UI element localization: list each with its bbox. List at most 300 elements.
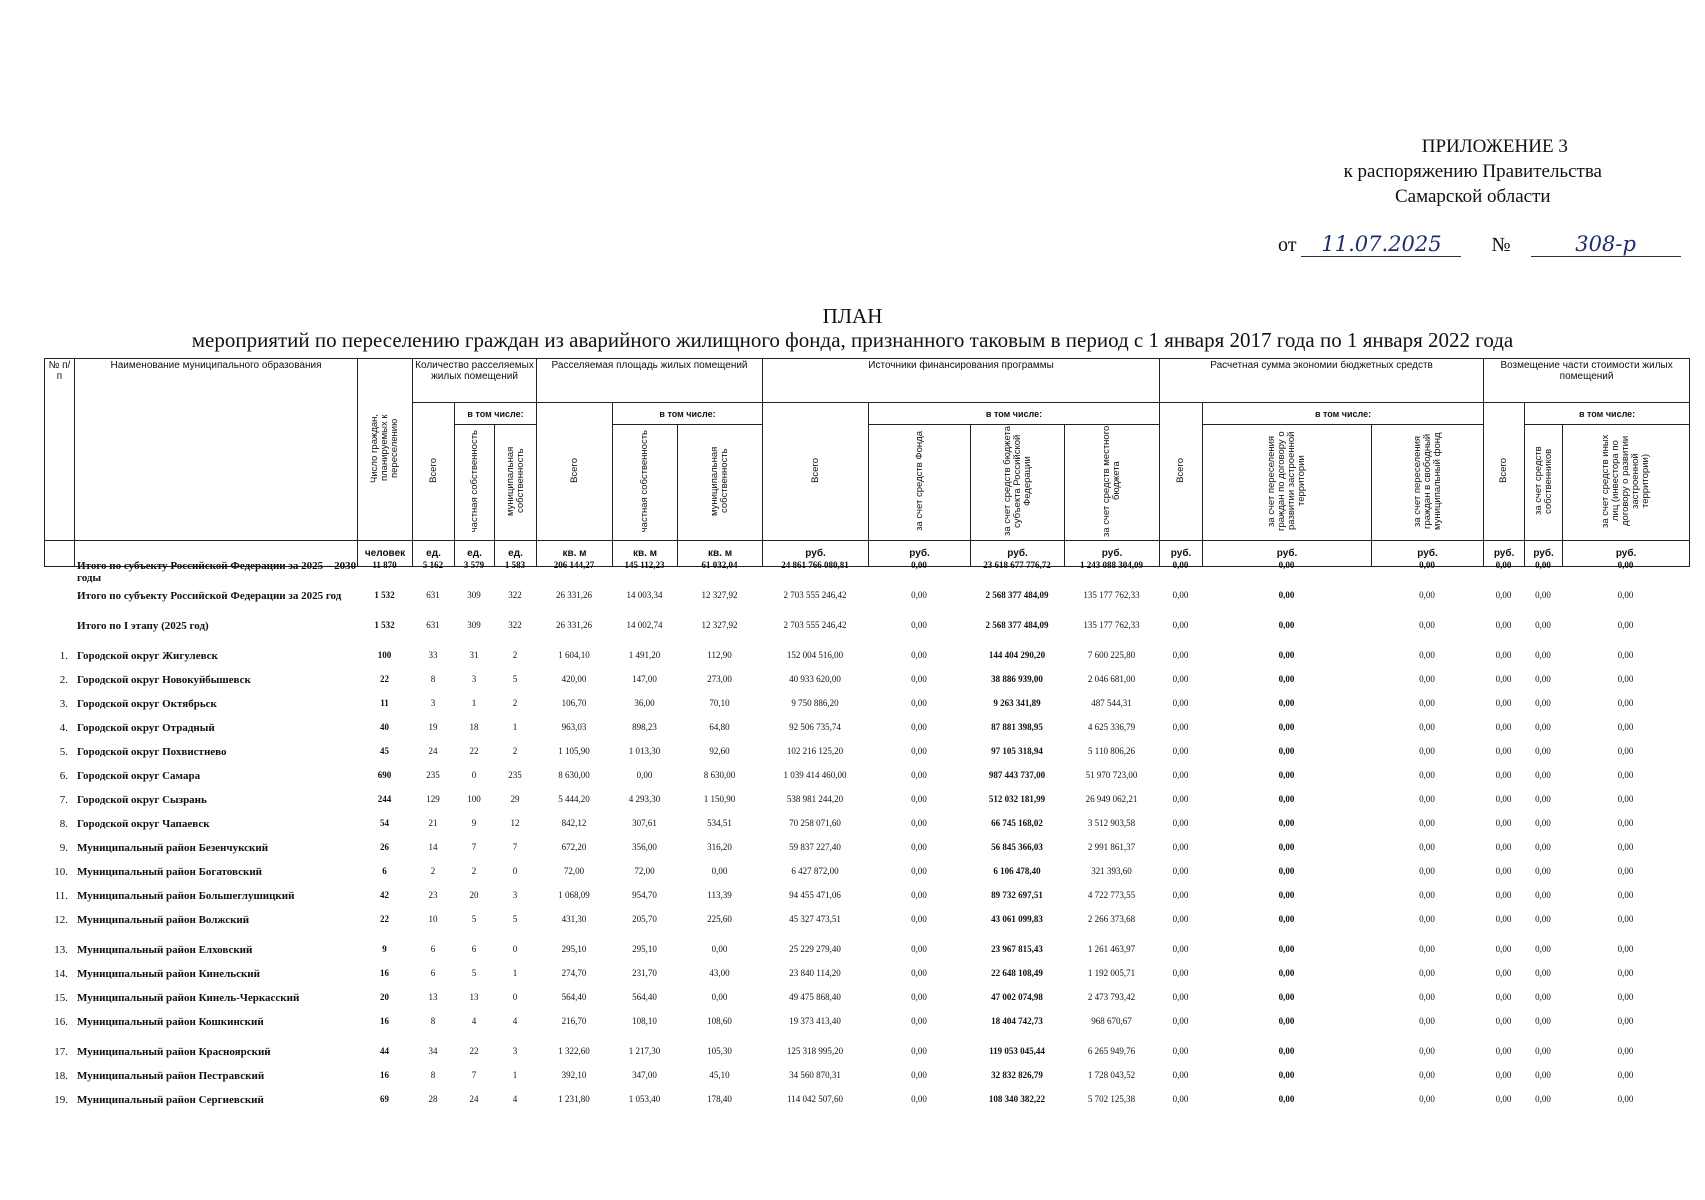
table-cell: 2 (430, 866, 436, 876)
table-cell: 1 (512, 1070, 518, 1080)
table-cell: 0,00 (1419, 866, 1435, 876)
table-cell: 5 702 125,38 (1087, 1094, 1136, 1104)
table-cell: 24 (428, 746, 438, 756)
table-cell: 0,00 (911, 770, 927, 780)
table-cell: 225,60 (707, 914, 732, 924)
table-cell: 0,00 (1617, 1046, 1634, 1056)
table-row (44, 698, 1689, 722)
table-cell: 70 258 071,60 (789, 818, 841, 828)
table-cell: 0,00 (1278, 842, 1295, 852)
refund-owners: за счет средств собственников (1525, 425, 1563, 541)
appendix-line-3: Самарской области (1395, 186, 1551, 207)
table-cell: 0,00 (1419, 914, 1435, 924)
unit-cell: кв. м (537, 541, 613, 567)
table-cell: 112,90 (707, 650, 732, 660)
table-cell: 0,00 (1419, 1046, 1435, 1056)
table-cell: 205,70 (632, 914, 657, 924)
table-cell: 12 327,92 (701, 590, 738, 600)
table-cell: 0,00 (1617, 866, 1634, 876)
table-cell: 0,00 (1495, 1094, 1512, 1104)
table-cell: 13 (469, 992, 479, 1002)
table-cell: 0,00 (1278, 1016, 1295, 1026)
table-cell: 0,00 (1495, 968, 1512, 978)
area-municipal: муниципальная собственность (678, 425, 763, 541)
table-cell: 3 (512, 890, 518, 900)
table-cell: 0,00 (1278, 794, 1295, 804)
data-table (44, 560, 1689, 1118)
table-cell: 4 625 336,79 (1087, 722, 1136, 732)
col-citizens: Число граждан, планируемых к переселению (358, 359, 413, 541)
savings-free: за счет переселения граждан в свободный муниципальный фонд (1372, 425, 1484, 541)
table-cell: 431,30 (561, 914, 587, 924)
table-cell: 54 (380, 818, 389, 828)
table-cell: 6 106 478,40 (993, 866, 1041, 876)
unit-cell: руб. (1160, 541, 1203, 567)
municipality-name: Городской округ Октябрьск (77, 698, 217, 710)
table-cell: 0,00 (911, 1016, 927, 1026)
table-row (44, 944, 1689, 968)
table-cell: 89 732 697,51 (991, 890, 1043, 900)
table-cell: 0,00 (1617, 1016, 1634, 1026)
table-cell: 45 327 473,51 (789, 914, 841, 924)
table-cell: 0,00 (1495, 1070, 1512, 1080)
table-cell: 2 991 861,37 (1087, 842, 1136, 852)
table-cell: 0,00 (1617, 620, 1634, 630)
table-cell: 1 261 463,97 (1087, 944, 1136, 954)
table-cell: 1 150,90 (703, 794, 736, 804)
table-cell: 9 750 886,20 (791, 698, 839, 708)
table-cell: 0,00 (1172, 968, 1189, 978)
number-label: № (1491, 234, 1511, 256)
table-cell: 2 703 555 246,42 (783, 590, 847, 600)
unit-cell: руб. (1563, 541, 1690, 567)
table-cell: 38 886 939,00 (991, 674, 1043, 684)
table-cell: 6 (430, 968, 436, 978)
row-number (44, 590, 74, 620)
table-cell: 0,00 (1535, 1016, 1551, 1026)
table-cell: 672,20 (561, 842, 587, 852)
table-cell: 23 840 114,20 (789, 968, 841, 978)
unit-cell: кв. м (678, 541, 763, 567)
table-cell: 14 (428, 842, 438, 852)
table-cell: 23 618 677 776,72 (983, 560, 1051, 570)
table-cell: 1 013,30 (628, 746, 661, 756)
table-cell: 538 981 244,20 (786, 794, 844, 804)
table-cell: 0,00 (1172, 722, 1189, 732)
table-cell: 64,80 (709, 722, 730, 732)
table-cell: 0,00 (1419, 770, 1435, 780)
table-cell: 0,00 (1495, 794, 1512, 804)
table-cell: 19 (428, 722, 438, 732)
table-cell: 0,00 (911, 674, 927, 684)
col-name: Наименование муниципального образования (75, 359, 358, 541)
table-cell: 0,00 (1617, 590, 1634, 600)
table-cell: 0,00 (1535, 620, 1551, 630)
table-cell: 0,00 (1278, 698, 1295, 708)
table-cell: 0,00 (911, 866, 927, 876)
table-cell: 2 (512, 650, 518, 660)
table-cell: 92,60 (709, 746, 730, 756)
table-cell: 0,00 (1535, 842, 1551, 852)
group-rooms: Количество расселяемых жилых помещений (413, 359, 537, 403)
table-cell: 0,00 (711, 944, 728, 954)
row-number: 8. (59, 818, 68, 830)
table-cell: 56 845 366,03 (991, 842, 1043, 852)
table-cell: 564,40 (561, 992, 587, 1002)
table-cell: 0,00 (1535, 992, 1551, 1002)
municipality-name: Городской округ Жигулевск (77, 650, 218, 662)
table-cell: 0,00 (711, 992, 728, 1002)
table-row (44, 560, 1689, 590)
table-cell: 0,00 (1419, 560, 1435, 570)
table-cell: 40 933 620,00 (789, 674, 841, 684)
table-cell: 631 (426, 620, 440, 630)
table-cell: 206 144,27 (553, 560, 595, 570)
table-cell: 0,00 (1172, 698, 1189, 708)
row-number: 12. (54, 914, 68, 926)
table-cell: 97 105 318,94 (991, 746, 1043, 756)
table-row (44, 650, 1689, 674)
table-cell: 0,00 (1419, 842, 1435, 852)
table-row (44, 674, 1689, 698)
table-cell: 295,10 (561, 944, 587, 954)
table-cell: 178,40 (707, 1094, 732, 1104)
table-cell: 125 318 995,20 (786, 1046, 844, 1056)
table-cell: 94 455 471,06 (789, 890, 841, 900)
table-cell: 12 327,92 (701, 620, 738, 630)
table-cell: 0,00 (1535, 722, 1551, 732)
table-cell: 0,00 (1495, 746, 1512, 756)
table-cell: 564,40 (632, 992, 657, 1002)
table-cell: 0,00 (911, 722, 927, 732)
row-number (44, 620, 74, 650)
table-cell: 1 728 043,52 (1087, 1070, 1136, 1080)
row-number: 3. (59, 698, 68, 710)
refund-total: Всего (1484, 403, 1525, 541)
table-cell: 0,00 (1419, 1070, 1435, 1080)
table-cell: 0,00 (1535, 746, 1551, 756)
table-cell: 0,00 (1535, 560, 1551, 570)
table-cell: 1 491,20 (628, 650, 661, 660)
table-row (44, 770, 1689, 794)
municipality-name: Итого по I этапу (2025 год) (77, 620, 209, 632)
table-cell: 0,00 (1617, 722, 1634, 732)
table-cell: 8 (430, 674, 436, 684)
table-cell: 321 393,60 (1091, 866, 1132, 876)
unit-cell: руб. (763, 541, 869, 567)
table-cell: 40 (380, 722, 389, 732)
table-cell: 0,00 (1172, 650, 1189, 660)
from-label: от (1278, 234, 1297, 256)
table-cell: 0,00 (1535, 968, 1551, 978)
table-row (44, 620, 1689, 650)
table-cell: 322 (508, 620, 522, 630)
table-cell: 0,00 (1535, 650, 1551, 660)
table-cell: 0,00 (1172, 560, 1189, 570)
table-cell: 1 (512, 968, 518, 978)
table-cell: 2 (512, 698, 518, 708)
table-cell: 108,60 (707, 1016, 732, 1026)
table-cell: 244 (377, 794, 392, 804)
table-cell: 0,00 (911, 968, 927, 978)
rooms-private: частная собственность (455, 425, 495, 541)
table-cell: 0,00 (711, 866, 728, 876)
table-cell: 0,00 (1617, 698, 1634, 708)
table-cell: 0,00 (1278, 992, 1295, 1002)
table-cell: 3 (512, 1046, 518, 1056)
table-cell: 316,20 (707, 842, 732, 852)
table-row (44, 890, 1689, 914)
appendix-title: ПРИЛОЖЕНИЕ 3 (1421, 136, 1568, 157)
table-cell: 1 053,40 (628, 1094, 661, 1104)
table-cell: 18 (469, 722, 479, 732)
table-cell: 31 (469, 650, 479, 660)
table-cell: 144 404 290,20 (988, 650, 1046, 660)
row-number: 6. (59, 770, 68, 782)
unit-cell: руб. (1065, 541, 1160, 567)
table-cell: 420,00 (561, 674, 587, 684)
table-cell: 49 475 868,40 (789, 992, 841, 1002)
table-cell: 45 (380, 746, 389, 756)
table-cell: 119 053 045,44 (989, 1046, 1045, 1056)
row-number: 10. (54, 866, 68, 878)
row-number: 13. (54, 944, 68, 956)
table-cell: 1 068,09 (558, 890, 590, 900)
table-cell: 4 (512, 1094, 518, 1104)
group-savings: Расчетная сумма экономии бюджетных средств (1160, 359, 1484, 403)
rooms-total: Всего (413, 403, 455, 541)
table-cell: 2 (512, 746, 518, 756)
area-total: Всего (537, 403, 613, 541)
table-cell: 34 (428, 1046, 438, 1056)
table-cell: 0,00 (1419, 1094, 1435, 1104)
unit-cell: ед. (495, 541, 537, 567)
table-cell: 356,00 (632, 842, 657, 852)
table-cell: 0 (512, 992, 518, 1002)
table-cell: 1 243 088 304,09 (1080, 560, 1143, 570)
table-cell: 0,00 (636, 770, 653, 780)
table-cell: 987 443 737,00 (988, 770, 1046, 780)
table-cell: 5 (512, 674, 518, 684)
table-cell: 0,00 (1495, 590, 1512, 600)
table-cell: 70,10 (709, 698, 730, 708)
table-cell: 2 703 555 246,42 (783, 620, 847, 630)
table-cell: 0,00 (1419, 620, 1435, 630)
table-cell: 5 (471, 914, 477, 924)
table-cell: 0,00 (911, 620, 927, 630)
table-cell: 0,00 (911, 818, 927, 828)
table-cell: 0,00 (1617, 842, 1634, 852)
table-cell: 0,00 (1535, 866, 1551, 876)
table-cell: 4 722 773,55 (1087, 890, 1136, 900)
table-cell: 0,00 (1617, 770, 1634, 780)
table-header (44, 358, 1690, 567)
table-cell: 5 (471, 968, 477, 978)
unit-cell: руб. (1203, 541, 1372, 567)
table-cell: 0,00 (1278, 770, 1295, 780)
table-cell: 0,00 (911, 698, 927, 708)
table-cell: 0,00 (1495, 620, 1512, 630)
table-cell: 0,00 (911, 842, 927, 852)
table-cell: 0,00 (1278, 746, 1295, 756)
table-cell: 8 630,00 (558, 770, 590, 780)
table-cell: 0,00 (1535, 914, 1551, 924)
table-cell: 0,00 (1617, 890, 1634, 900)
table-cell: 2 046 681,00 (1087, 674, 1136, 684)
table-cell: 0,00 (1419, 650, 1435, 660)
table-cell: 72,00 (634, 866, 655, 876)
table-cell: 963,03 (561, 722, 587, 732)
table-cell: 0 (471, 770, 477, 780)
table-cell: 24 861 766 080,81 (781, 560, 849, 570)
table-cell: 8 (430, 1070, 436, 1080)
table-cell: 1 231,80 (558, 1094, 590, 1104)
table-cell: 0,00 (1535, 590, 1551, 600)
table-cell: 273,00 (707, 674, 732, 684)
table-cell: 0,00 (1495, 944, 1512, 954)
table-cell: 33 (428, 650, 438, 660)
table-row (44, 1016, 1689, 1046)
table-cell: 0 (512, 944, 518, 954)
table-cell: 0,00 (1172, 1016, 1189, 1026)
table-cell: 9 (382, 944, 387, 954)
table-cell: 8 630,00 (703, 770, 736, 780)
table-cell: 0,00 (1617, 818, 1634, 828)
table-cell: 24 (469, 1094, 479, 1104)
area-private: частная собственность (613, 425, 678, 541)
table-cell: 0,00 (1278, 560, 1295, 570)
table-cell: 0,00 (1419, 746, 1435, 756)
table-cell: 0,00 (911, 1094, 927, 1104)
table-cell: 0,00 (1617, 674, 1634, 684)
table-row (44, 722, 1689, 746)
table-cell: 0,00 (911, 992, 927, 1002)
table-cell: 6 427 872,00 (791, 866, 839, 876)
table-cell: 0 (512, 866, 518, 876)
table-cell: 1 583 (504, 560, 526, 570)
table-cell: 534,51 (707, 818, 732, 828)
municipality-name: Городской округ Похвистнево (77, 746, 227, 758)
table-cell: 0,00 (1278, 890, 1295, 900)
table-cell: 842,12 (561, 818, 587, 828)
table-cell: 968 670,67 (1091, 1016, 1132, 1026)
table-cell: 0,00 (1495, 842, 1512, 852)
table-cell: 0,00 (1419, 590, 1435, 600)
table-cell: 7 (471, 842, 477, 852)
table-cell: 4 (512, 1016, 518, 1026)
table-cell: 0,00 (1419, 674, 1435, 684)
table-cell: 6 (471, 944, 477, 954)
municipality-name: Муниципальный район Волжский (77, 914, 250, 926)
table-cell: 0,00 (1278, 968, 1295, 978)
table-cell: 0,00 (1172, 1094, 1189, 1104)
table-cell: 18 404 742,73 (991, 1016, 1043, 1026)
table-cell: 1 192 005,71 (1087, 968, 1136, 978)
table-cell: 0,00 (911, 560, 927, 570)
table-cell: 3 579 (463, 560, 485, 570)
table-cell: 2 (471, 866, 477, 876)
municipality-name: Городской округ Отрадный (77, 722, 215, 734)
table-cell: 307,61 (632, 818, 657, 828)
table-cell: 0,00 (1172, 842, 1189, 852)
table-cell: 16 (380, 1070, 389, 1080)
table-cell: 0,00 (1535, 1046, 1551, 1056)
table-cell: 0,00 (1278, 722, 1295, 732)
table-cell: 216,70 (561, 1016, 587, 1026)
table-cell: 0,00 (1172, 770, 1189, 780)
table-cell: 0,00 (1495, 650, 1512, 660)
table-cell: 347,00 (632, 1070, 657, 1080)
table-cell: 235 (508, 770, 522, 780)
table-cell: 0,00 (1172, 620, 1189, 630)
table-cell: 0,00 (1617, 944, 1634, 954)
table-row (44, 746, 1689, 770)
table-cell: 9 263 341,89 (993, 698, 1041, 708)
table-cell: 22 (469, 746, 479, 756)
table-cell: 11 (380, 698, 389, 708)
finance-total: Всего (763, 403, 869, 541)
unit-cell: руб. (1372, 541, 1484, 567)
table-cell: 14 003,34 (626, 590, 663, 600)
table-cell: 0,00 (1495, 560, 1512, 570)
table-cell: 16 (380, 968, 389, 978)
table-cell: 0,00 (1278, 650, 1295, 660)
table-cell: 36,00 (634, 698, 655, 708)
unit-cell: ед. (455, 541, 495, 567)
table-cell: 0,00 (1419, 722, 1435, 732)
municipality-name: Городской округ Самара (77, 770, 201, 782)
municipality-name: Муниципальный район Кинель-Черкасский (77, 992, 300, 1004)
table-cell: 690 (377, 770, 392, 780)
table-cell: 59 837 227,40 (789, 842, 841, 852)
municipality-name: Городской округ Сызрань (77, 794, 207, 806)
table-cell: 1 532 (374, 620, 395, 630)
table-cell: 26 331,26 (556, 620, 592, 630)
table-row (44, 968, 1689, 992)
col-num: № п/п (45, 359, 75, 541)
table-cell: 0,00 (1172, 818, 1189, 828)
table-cell: 7 600 225,80 (1087, 650, 1136, 660)
table-cell: 10 (428, 914, 438, 924)
table-cell: 0,00 (1278, 866, 1295, 876)
table-cell: 0,00 (1617, 1070, 1634, 1080)
savings-incl: в том числе: (1203, 403, 1484, 425)
table-cell: 0,00 (911, 590, 927, 600)
table-cell: 0,00 (1172, 590, 1189, 600)
table-cell: 108 340 382,22 (988, 1094, 1046, 1104)
table-cell: 0,00 (1495, 722, 1512, 732)
table-cell: 0,00 (1495, 1016, 1512, 1026)
table-cell: 106,70 (561, 698, 587, 708)
table-cell: 0,00 (1172, 674, 1189, 684)
table-cell: 0,00 (1617, 560, 1634, 570)
municipality-name: Муниципальный район Пестравский (77, 1070, 265, 1082)
table-cell: 0,00 (1419, 944, 1435, 954)
row-number: 2. (59, 674, 68, 686)
table-cell: 108,10 (632, 1016, 657, 1026)
table-cell: 145 112,23 (624, 560, 665, 570)
table-cell: 51 970 723,00 (1085, 770, 1138, 780)
row-number: 14. (54, 968, 68, 980)
table-cell: 0,00 (1535, 674, 1551, 684)
table-cell: 2 568 377 484,09 (985, 620, 1049, 630)
table-cell: 0,00 (1495, 698, 1512, 708)
table-cell: 19 373 413,40 (789, 1016, 841, 1026)
table-cell: 898,23 (632, 722, 657, 732)
table-cell: 5 162 (422, 560, 444, 570)
table-cell: 0,00 (1617, 968, 1634, 978)
table-cell: 0,00 (1278, 818, 1295, 828)
